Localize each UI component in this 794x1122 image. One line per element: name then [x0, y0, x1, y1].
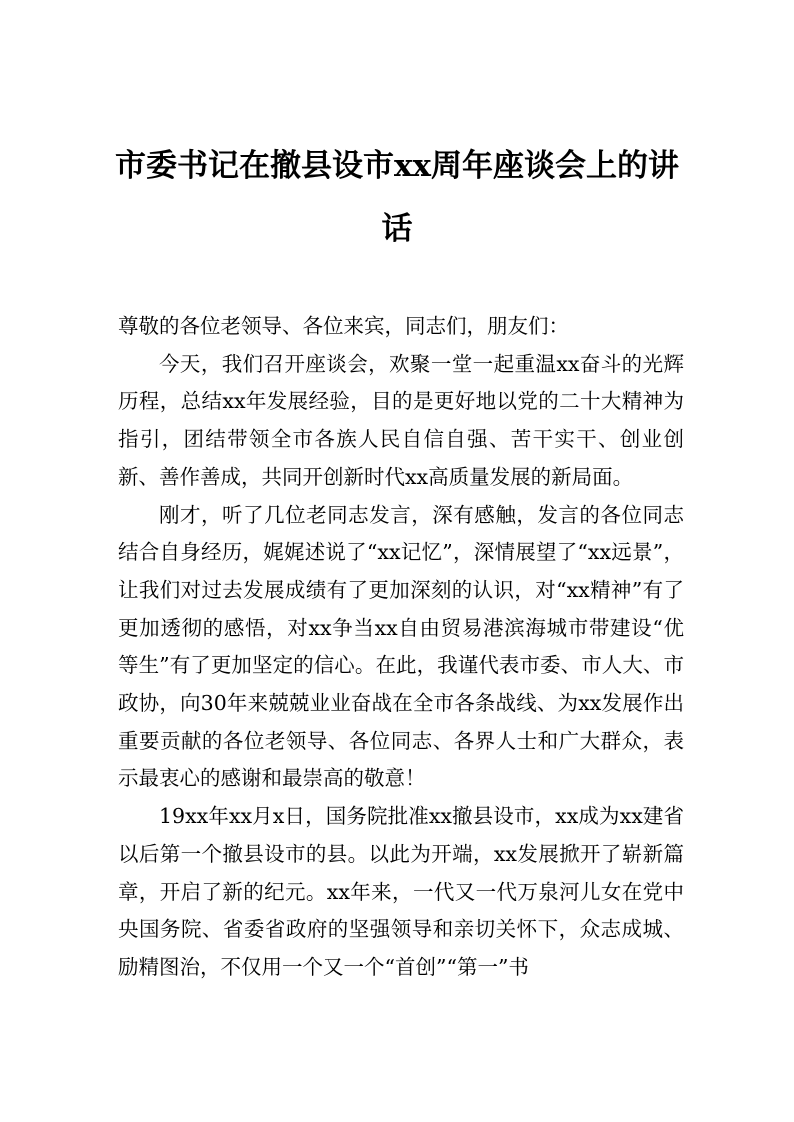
salutation: 尊敬的各位老领导、各位来宾，同志们，朋友们： [118, 314, 569, 338]
paragraph-2: 刚才，听了几位老同志发言，深有感触，发言的各位同志结合自身经历，娓娓述说了“xx记忆”，深情展望了“xx远景”，让我们对过去发展成绩有了更加深刻的认识，对“xx精神”有了更加透彻的感悟，对xx争当xx自由贸易港滨海城市带建设“优等生”有了更加坚定的信心。在此，我谨代表市委、市人大、市政协，向30年来兢兢业业奋战在全市各条战线、为xx发展作出重要贡献的各位老领导、各位同志、各界人士和广大群众，表示最衷心的感谢和最崇高的敬意！ [118, 502, 684, 791]
document-body [118, 308, 684, 987]
document-title-line-2: 话 [381, 211, 413, 247]
paragraph-1: 今天，我们召开座谈会，欢聚一堂一起重温xx奋斗的光辉历程，总结xx年发展经验，目的是更好地以党的二十大精神为指引，团结带领全市各族人民自信自强、苦干实干、创业创新、善作善成，共同开创新时代xx高质量发展的新局面。 [118, 351, 684, 489]
paragraph-3: 19xx年xx月x日，国务院批准xx撤县设市，xx成为xx建省以后第一个撤县设市的县。以此为开端，xx发展掀开了崭新篇章，开启了新的纪元。xx年来，一代又一代万泉河儿女在党中央国务院、省委省政府的坚强领导和亲切关怀下，众志成城、励精图治，不仅用一个又一个“首创”“第一”书 [118, 804, 684, 979]
document-title-line-1: 市委书记在撤县设市xx周年座谈会上的讲 [115, 148, 679, 184]
